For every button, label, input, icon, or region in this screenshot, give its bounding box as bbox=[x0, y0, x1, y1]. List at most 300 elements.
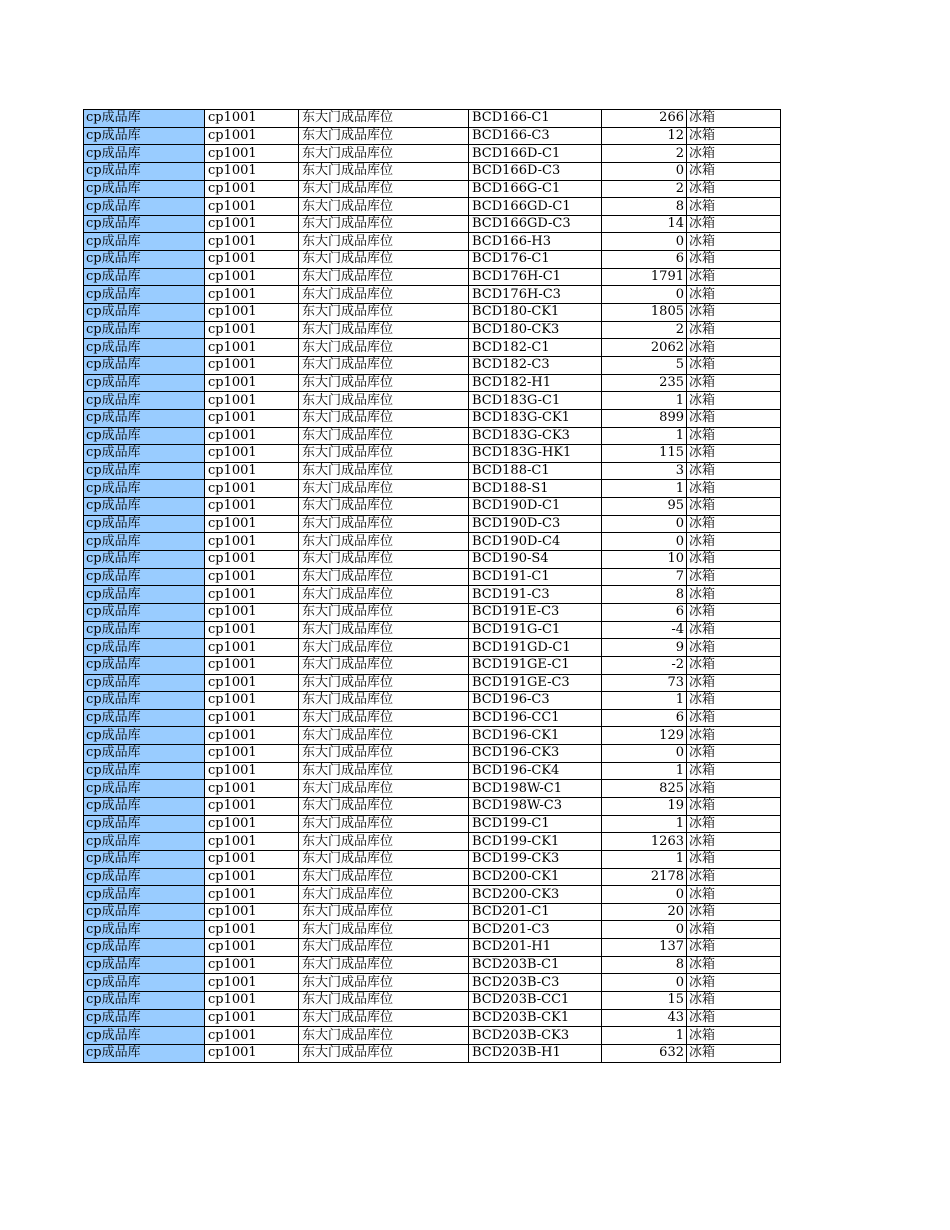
warehouse-cell[interactable]: cp成品库 bbox=[84, 180, 205, 198]
category-cell[interactable]: 冰箱 bbox=[687, 304, 781, 322]
category-cell[interactable]: 冰箱 bbox=[687, 127, 781, 145]
model-cell[interactable]: BCD180-CK1 bbox=[469, 304, 602, 322]
warehouse-cell[interactable]: cp成品库 bbox=[84, 145, 205, 163]
quantity-cell[interactable]: 95 bbox=[602, 498, 687, 516]
code-cell[interactable]: cp1001 bbox=[205, 1009, 299, 1027]
code-cell[interactable]: cp1001 bbox=[205, 797, 299, 815]
code-cell[interactable]: cp1001 bbox=[205, 603, 299, 621]
category-cell[interactable]: 冰箱 bbox=[687, 621, 781, 639]
model-cell[interactable]: BCD191GE-C1 bbox=[469, 656, 602, 674]
warehouse-cell[interactable]: cp成品库 bbox=[84, 1044, 205, 1062]
location-cell[interactable]: 东大门成品库位 bbox=[299, 886, 469, 904]
location-cell[interactable]: 东大门成品库位 bbox=[299, 921, 469, 939]
location-cell[interactable]: 东大门成品库位 bbox=[299, 374, 469, 392]
model-cell[interactable]: BCD176-C1 bbox=[469, 251, 602, 269]
location-cell[interactable]: 东大门成品库位 bbox=[299, 850, 469, 868]
category-cell[interactable]: 冰箱 bbox=[687, 833, 781, 851]
model-cell[interactable]: BCD188-S1 bbox=[469, 480, 602, 498]
quantity-cell[interactable]: 1 bbox=[602, 392, 687, 410]
model-cell[interactable]: BCD203B-CC1 bbox=[469, 992, 602, 1010]
code-cell[interactable]: cp1001 bbox=[205, 674, 299, 692]
category-cell[interactable]: 冰箱 bbox=[687, 674, 781, 692]
quantity-cell[interactable]: 2062 bbox=[602, 339, 687, 357]
quantity-cell[interactable]: 8 bbox=[602, 956, 687, 974]
code-cell[interactable]: cp1001 bbox=[205, 586, 299, 604]
warehouse-cell[interactable]: cp成品库 bbox=[84, 374, 205, 392]
model-cell[interactable]: BCD199-CK3 bbox=[469, 850, 602, 868]
quantity-cell[interactable]: 1263 bbox=[602, 833, 687, 851]
location-cell[interactable]: 东大门成品库位 bbox=[299, 304, 469, 322]
category-cell[interactable]: 冰箱 bbox=[687, 321, 781, 339]
warehouse-cell[interactable]: cp成品库 bbox=[84, 586, 205, 604]
code-cell[interactable]: cp1001 bbox=[205, 656, 299, 674]
warehouse-cell[interactable]: cp成品库 bbox=[84, 1027, 205, 1045]
code-cell[interactable]: cp1001 bbox=[205, 1044, 299, 1062]
model-cell[interactable]: BCD166G-C1 bbox=[469, 180, 602, 198]
quantity-cell[interactable]: 73 bbox=[602, 674, 687, 692]
category-cell[interactable]: 冰箱 bbox=[687, 568, 781, 586]
location-cell[interactable]: 东大门成品库位 bbox=[299, 409, 469, 427]
quantity-cell[interactable]: 1 bbox=[602, 480, 687, 498]
location-cell[interactable]: 东大门成品库位 bbox=[299, 356, 469, 374]
location-cell[interactable]: 东大门成品库位 bbox=[299, 145, 469, 163]
warehouse-cell[interactable]: cp成品库 bbox=[84, 321, 205, 339]
warehouse-cell[interactable]: cp成品库 bbox=[84, 921, 205, 939]
warehouse-cell[interactable]: cp成品库 bbox=[84, 621, 205, 639]
warehouse-cell[interactable]: cp成品库 bbox=[84, 162, 205, 180]
quantity-cell[interactable]: 1 bbox=[602, 850, 687, 868]
location-cell[interactable]: 东大门成品库位 bbox=[299, 815, 469, 833]
category-cell[interactable]: 冰箱 bbox=[687, 780, 781, 798]
model-cell[interactable]: BCD203B-CK3 bbox=[469, 1027, 602, 1045]
warehouse-cell[interactable]: cp成品库 bbox=[84, 409, 205, 427]
model-cell[interactable]: BCD190D-C4 bbox=[469, 533, 602, 551]
quantity-cell[interactable]: 0 bbox=[602, 974, 687, 992]
code-cell[interactable]: cp1001 bbox=[205, 992, 299, 1010]
quantity-cell[interactable]: 8 bbox=[602, 198, 687, 216]
code-cell[interactable]: cp1001 bbox=[205, 709, 299, 727]
model-cell[interactable]: BCD196-C3 bbox=[469, 692, 602, 710]
category-cell[interactable]: 冰箱 bbox=[687, 639, 781, 657]
code-cell[interactable]: cp1001 bbox=[205, 515, 299, 533]
category-cell[interactable]: 冰箱 bbox=[687, 427, 781, 445]
warehouse-cell[interactable]: cp成品库 bbox=[84, 251, 205, 269]
model-cell[interactable]: BCD182-C3 bbox=[469, 356, 602, 374]
category-cell[interactable]: 冰箱 bbox=[687, 886, 781, 904]
location-cell[interactable]: 东大门成品库位 bbox=[299, 762, 469, 780]
model-cell[interactable]: BCD166GD-C1 bbox=[469, 198, 602, 216]
warehouse-cell[interactable]: cp成品库 bbox=[84, 639, 205, 657]
location-cell[interactable]: 东大门成品库位 bbox=[299, 621, 469, 639]
location-cell[interactable]: 东大门成品库位 bbox=[299, 586, 469, 604]
location-cell[interactable]: 东大门成品库位 bbox=[299, 480, 469, 498]
code-cell[interactable]: cp1001 bbox=[205, 815, 299, 833]
category-cell[interactable]: 冰箱 bbox=[687, 797, 781, 815]
code-cell[interactable]: cp1001 bbox=[205, 921, 299, 939]
warehouse-cell[interactable]: cp成品库 bbox=[84, 339, 205, 357]
warehouse-cell[interactable]: cp成品库 bbox=[84, 427, 205, 445]
warehouse-cell[interactable]: cp成品库 bbox=[84, 815, 205, 833]
warehouse-cell[interactable]: cp成品库 bbox=[84, 304, 205, 322]
location-cell[interactable]: 东大门成品库位 bbox=[299, 286, 469, 304]
code-cell[interactable]: cp1001 bbox=[205, 621, 299, 639]
location-cell[interactable]: 东大门成品库位 bbox=[299, 427, 469, 445]
category-cell[interactable]: 冰箱 bbox=[687, 480, 781, 498]
warehouse-cell[interactable]: cp成品库 bbox=[84, 198, 205, 216]
location-cell[interactable]: 东大门成品库位 bbox=[299, 992, 469, 1010]
quantity-cell[interactable]: 1791 bbox=[602, 268, 687, 286]
category-cell[interactable]: 冰箱 bbox=[687, 815, 781, 833]
category-cell[interactable]: 冰箱 bbox=[687, 992, 781, 1010]
warehouse-cell[interactable]: cp成品库 bbox=[84, 709, 205, 727]
quantity-cell[interactable]: 14 bbox=[602, 215, 687, 233]
model-cell[interactable]: BCD198W-C3 bbox=[469, 797, 602, 815]
location-cell[interactable]: 东大门成品库位 bbox=[299, 745, 469, 763]
location-cell[interactable]: 东大门成品库位 bbox=[299, 533, 469, 551]
location-cell[interactable]: 东大门成品库位 bbox=[299, 709, 469, 727]
model-cell[interactable]: BCD182-H1 bbox=[469, 374, 602, 392]
quantity-cell[interactable]: 9 bbox=[602, 639, 687, 657]
location-cell[interactable]: 东大门成品库位 bbox=[299, 339, 469, 357]
warehouse-cell[interactable]: cp成品库 bbox=[84, 1009, 205, 1027]
code-cell[interactable]: cp1001 bbox=[205, 321, 299, 339]
model-cell[interactable]: BCD176H-C3 bbox=[469, 286, 602, 304]
category-cell[interactable]: 冰箱 bbox=[687, 498, 781, 516]
quantity-cell[interactable]: 129 bbox=[602, 727, 687, 745]
code-cell[interactable]: cp1001 bbox=[205, 533, 299, 551]
code-cell[interactable]: cp1001 bbox=[205, 462, 299, 480]
model-cell[interactable]: BCD190-S4 bbox=[469, 551, 602, 569]
category-cell[interactable]: 冰箱 bbox=[687, 709, 781, 727]
location-cell[interactable]: 东大门成品库位 bbox=[299, 1044, 469, 1062]
warehouse-cell[interactable]: cp成品库 bbox=[84, 992, 205, 1010]
quantity-cell[interactable]: 266 bbox=[602, 110, 687, 128]
category-cell[interactable]: 冰箱 bbox=[687, 198, 781, 216]
category-cell[interactable]: 冰箱 bbox=[687, 903, 781, 921]
code-cell[interactable]: cp1001 bbox=[205, 445, 299, 463]
location-cell[interactable]: 东大门成品库位 bbox=[299, 233, 469, 251]
model-cell[interactable]: BCD203B-CK1 bbox=[469, 1009, 602, 1027]
category-cell[interactable]: 冰箱 bbox=[687, 745, 781, 763]
quantity-cell[interactable]: 1 bbox=[602, 762, 687, 780]
warehouse-cell[interactable]: cp成品库 bbox=[84, 551, 205, 569]
code-cell[interactable]: cp1001 bbox=[205, 727, 299, 745]
location-cell[interactable]: 东大门成品库位 bbox=[299, 833, 469, 851]
category-cell[interactable]: 冰箱 bbox=[687, 515, 781, 533]
model-cell[interactable]: BCD203B-C1 bbox=[469, 956, 602, 974]
model-cell[interactable]: BCD203B-H1 bbox=[469, 1044, 602, 1062]
location-cell[interactable]: 东大门成品库位 bbox=[299, 727, 469, 745]
location-cell[interactable]: 东大门成品库位 bbox=[299, 780, 469, 798]
model-cell[interactable]: BCD182-C1 bbox=[469, 339, 602, 357]
warehouse-cell[interactable]: cp成品库 bbox=[84, 833, 205, 851]
warehouse-cell[interactable]: cp成品库 bbox=[84, 850, 205, 868]
quantity-cell[interactable]: 2 bbox=[602, 180, 687, 198]
location-cell[interactable]: 东大门成品库位 bbox=[299, 956, 469, 974]
category-cell[interactable]: 冰箱 bbox=[687, 762, 781, 780]
quantity-cell[interactable]: 825 bbox=[602, 780, 687, 798]
model-cell[interactable]: BCD183G-CK1 bbox=[469, 409, 602, 427]
model-cell[interactable]: BCD200-CK3 bbox=[469, 886, 602, 904]
warehouse-cell[interactable]: cp成品库 bbox=[84, 745, 205, 763]
location-cell[interactable]: 东大门成品库位 bbox=[299, 939, 469, 957]
model-cell[interactable]: BCD191GD-C1 bbox=[469, 639, 602, 657]
category-cell[interactable]: 冰箱 bbox=[687, 850, 781, 868]
location-cell[interactable]: 东大门成品库位 bbox=[299, 974, 469, 992]
location-cell[interactable]: 东大门成品库位 bbox=[299, 674, 469, 692]
model-cell[interactable]: BCD190D-C3 bbox=[469, 515, 602, 533]
warehouse-cell[interactable]: cp成品库 bbox=[84, 445, 205, 463]
code-cell[interactable]: cp1001 bbox=[205, 886, 299, 904]
location-cell[interactable]: 东大门成品库位 bbox=[299, 797, 469, 815]
location-cell[interactable]: 东大门成品库位 bbox=[299, 656, 469, 674]
model-cell[interactable]: BCD191E-C3 bbox=[469, 603, 602, 621]
warehouse-cell[interactable]: cp成品库 bbox=[84, 498, 205, 516]
quantity-cell[interactable]: 2 bbox=[602, 145, 687, 163]
quantity-cell[interactable]: 1 bbox=[602, 1027, 687, 1045]
code-cell[interactable]: cp1001 bbox=[205, 551, 299, 569]
warehouse-cell[interactable]: cp成品库 bbox=[84, 674, 205, 692]
quantity-cell[interactable]: 2178 bbox=[602, 868, 687, 886]
code-cell[interactable]: cp1001 bbox=[205, 833, 299, 851]
warehouse-cell[interactable]: cp成品库 bbox=[84, 233, 205, 251]
code-cell[interactable]: cp1001 bbox=[205, 498, 299, 516]
warehouse-cell[interactable]: cp成品库 bbox=[84, 956, 205, 974]
quantity-cell[interactable]: 1805 bbox=[602, 304, 687, 322]
model-cell[interactable]: BCD188-C1 bbox=[469, 462, 602, 480]
code-cell[interactable]: cp1001 bbox=[205, 162, 299, 180]
location-cell[interactable]: 东大门成品库位 bbox=[299, 321, 469, 339]
warehouse-cell[interactable]: cp成品库 bbox=[84, 480, 205, 498]
code-cell[interactable]: cp1001 bbox=[205, 304, 299, 322]
model-cell[interactable]: BCD166-C3 bbox=[469, 127, 602, 145]
quantity-cell[interactable]: 6 bbox=[602, 603, 687, 621]
location-cell[interactable]: 东大门成品库位 bbox=[299, 868, 469, 886]
warehouse-cell[interactable]: cp成品库 bbox=[84, 603, 205, 621]
code-cell[interactable]: cp1001 bbox=[205, 233, 299, 251]
code-cell[interactable]: cp1001 bbox=[205, 745, 299, 763]
category-cell[interactable]: 冰箱 bbox=[687, 268, 781, 286]
model-cell[interactable]: BCD166-H3 bbox=[469, 233, 602, 251]
warehouse-cell[interactable]: cp成品库 bbox=[84, 462, 205, 480]
category-cell[interactable]: 冰箱 bbox=[687, 445, 781, 463]
model-cell[interactable]: BCD196-CK3 bbox=[469, 745, 602, 763]
location-cell[interactable]: 东大门成品库位 bbox=[299, 692, 469, 710]
category-cell[interactable]: 冰箱 bbox=[687, 145, 781, 163]
quantity-cell[interactable]: 15 bbox=[602, 992, 687, 1010]
category-cell[interactable]: 冰箱 bbox=[687, 1027, 781, 1045]
quantity-cell[interactable]: 1 bbox=[602, 815, 687, 833]
quantity-cell[interactable]: 1 bbox=[602, 692, 687, 710]
quantity-cell[interactable]: 12 bbox=[602, 127, 687, 145]
category-cell[interactable]: 冰箱 bbox=[687, 233, 781, 251]
location-cell[interactable]: 东大门成品库位 bbox=[299, 251, 469, 269]
quantity-cell[interactable]: 0 bbox=[602, 745, 687, 763]
code-cell[interactable]: cp1001 bbox=[205, 110, 299, 128]
model-cell[interactable]: BCD180-CK3 bbox=[469, 321, 602, 339]
warehouse-cell[interactable]: cp成品库 bbox=[84, 286, 205, 304]
code-cell[interactable]: cp1001 bbox=[205, 780, 299, 798]
category-cell[interactable]: 冰箱 bbox=[687, 462, 781, 480]
code-cell[interactable]: cp1001 bbox=[205, 251, 299, 269]
model-cell[interactable]: BCD166-C1 bbox=[469, 110, 602, 128]
model-cell[interactable]: BCD166D-C1 bbox=[469, 145, 602, 163]
warehouse-cell[interactable]: cp成品库 bbox=[84, 797, 205, 815]
quantity-cell[interactable]: 0 bbox=[602, 233, 687, 251]
code-cell[interactable]: cp1001 bbox=[205, 339, 299, 357]
location-cell[interactable]: 东大门成品库位 bbox=[299, 1027, 469, 1045]
warehouse-cell[interactable]: cp成品库 bbox=[84, 656, 205, 674]
warehouse-cell[interactable]: cp成品库 bbox=[84, 533, 205, 551]
category-cell[interactable]: 冰箱 bbox=[687, 409, 781, 427]
quantity-cell[interactable]: 7 bbox=[602, 568, 687, 586]
category-cell[interactable]: 冰箱 bbox=[687, 162, 781, 180]
model-cell[interactable]: BCD191GE-C3 bbox=[469, 674, 602, 692]
warehouse-cell[interactable]: cp成品库 bbox=[84, 356, 205, 374]
code-cell[interactable]: cp1001 bbox=[205, 215, 299, 233]
location-cell[interactable]: 东大门成品库位 bbox=[299, 498, 469, 516]
code-cell[interactable]: cp1001 bbox=[205, 956, 299, 974]
warehouse-cell[interactable]: cp成品库 bbox=[84, 903, 205, 921]
category-cell[interactable]: 冰箱 bbox=[687, 603, 781, 621]
code-cell[interactable]: cp1001 bbox=[205, 692, 299, 710]
warehouse-cell[interactable]: cp成品库 bbox=[84, 215, 205, 233]
category-cell[interactable]: 冰箱 bbox=[687, 586, 781, 604]
quantity-cell[interactable]: 899 bbox=[602, 409, 687, 427]
category-cell[interactable]: 冰箱 bbox=[687, 551, 781, 569]
quantity-cell[interactable]: 3 bbox=[602, 462, 687, 480]
category-cell[interactable]: 冰箱 bbox=[687, 656, 781, 674]
code-cell[interactable]: cp1001 bbox=[205, 374, 299, 392]
code-cell[interactable]: cp1001 bbox=[205, 1027, 299, 1045]
warehouse-cell[interactable]: cp成品库 bbox=[84, 268, 205, 286]
warehouse-cell[interactable]: cp成品库 bbox=[84, 515, 205, 533]
model-cell[interactable]: BCD166GD-C3 bbox=[469, 215, 602, 233]
quantity-cell[interactable]: 2 bbox=[602, 321, 687, 339]
location-cell[interactable]: 东大门成品库位 bbox=[299, 639, 469, 657]
code-cell[interactable]: cp1001 bbox=[205, 939, 299, 957]
location-cell[interactable]: 东大门成品库位 bbox=[299, 603, 469, 621]
quantity-cell[interactable]: 0 bbox=[602, 162, 687, 180]
quantity-cell[interactable]: 0 bbox=[602, 921, 687, 939]
quantity-cell[interactable]: 0 bbox=[602, 515, 687, 533]
location-cell[interactable]: 东大门成品库位 bbox=[299, 515, 469, 533]
code-cell[interactable]: cp1001 bbox=[205, 286, 299, 304]
category-cell[interactable]: 冰箱 bbox=[687, 251, 781, 269]
quantity-cell[interactable]: 20 bbox=[602, 903, 687, 921]
warehouse-cell[interactable]: cp成品库 bbox=[84, 692, 205, 710]
category-cell[interactable]: 冰箱 bbox=[687, 1044, 781, 1062]
quantity-cell[interactable]: 0 bbox=[602, 886, 687, 904]
model-cell[interactable]: BCD203B-C3 bbox=[469, 974, 602, 992]
warehouse-cell[interactable]: cp成品库 bbox=[84, 868, 205, 886]
location-cell[interactable]: 东大门成品库位 bbox=[299, 551, 469, 569]
model-cell[interactable]: BCD199-C1 bbox=[469, 815, 602, 833]
quantity-cell[interactable]: 6 bbox=[602, 251, 687, 269]
quantity-cell[interactable]: 6 bbox=[602, 709, 687, 727]
warehouse-cell[interactable]: cp成品库 bbox=[84, 727, 205, 745]
code-cell[interactable]: cp1001 bbox=[205, 762, 299, 780]
model-cell[interactable]: BCD183G-CK3 bbox=[469, 427, 602, 445]
category-cell[interactable]: 冰箱 bbox=[687, 974, 781, 992]
model-cell[interactable]: BCD176H-C1 bbox=[469, 268, 602, 286]
warehouse-cell[interactable]: cp成品库 bbox=[84, 110, 205, 128]
location-cell[interactable]: 东大门成品库位 bbox=[299, 903, 469, 921]
location-cell[interactable]: 东大门成品库位 bbox=[299, 268, 469, 286]
location-cell[interactable]: 东大门成品库位 bbox=[299, 392, 469, 410]
warehouse-cell[interactable]: cp成品库 bbox=[84, 939, 205, 957]
code-cell[interactable]: cp1001 bbox=[205, 903, 299, 921]
code-cell[interactable]: cp1001 bbox=[205, 356, 299, 374]
quantity-cell[interactable]: -2 bbox=[602, 656, 687, 674]
code-cell[interactable]: cp1001 bbox=[205, 568, 299, 586]
model-cell[interactable]: BCD190D-C1 bbox=[469, 498, 602, 516]
location-cell[interactable]: 东大门成品库位 bbox=[299, 445, 469, 463]
quantity-cell[interactable]: 0 bbox=[602, 286, 687, 304]
model-cell[interactable]: BCD198W-C1 bbox=[469, 780, 602, 798]
quantity-cell[interactable]: 5 bbox=[602, 356, 687, 374]
warehouse-cell[interactable]: cp成品库 bbox=[84, 127, 205, 145]
model-cell[interactable]: BCD191-C3 bbox=[469, 586, 602, 604]
code-cell[interactable]: cp1001 bbox=[205, 639, 299, 657]
model-cell[interactable]: BCD201-H1 bbox=[469, 939, 602, 957]
location-cell[interactable]: 东大门成品库位 bbox=[299, 215, 469, 233]
code-cell[interactable]: cp1001 bbox=[205, 392, 299, 410]
location-cell[interactable]: 东大门成品库位 bbox=[299, 462, 469, 480]
category-cell[interactable]: 冰箱 bbox=[687, 533, 781, 551]
location-cell[interactable]: 东大门成品库位 bbox=[299, 180, 469, 198]
category-cell[interactable]: 冰箱 bbox=[687, 921, 781, 939]
quantity-cell[interactable]: -4 bbox=[602, 621, 687, 639]
category-cell[interactable]: 冰箱 bbox=[687, 392, 781, 410]
category-cell[interactable]: 冰箱 bbox=[687, 868, 781, 886]
category-cell[interactable]: 冰箱 bbox=[687, 374, 781, 392]
quantity-cell[interactable]: 10 bbox=[602, 551, 687, 569]
model-cell[interactable]: BCD196-CK4 bbox=[469, 762, 602, 780]
quantity-cell[interactable]: 8 bbox=[602, 586, 687, 604]
code-cell[interactable]: cp1001 bbox=[205, 180, 299, 198]
category-cell[interactable]: 冰箱 bbox=[687, 692, 781, 710]
location-cell[interactable]: 东大门成品库位 bbox=[299, 162, 469, 180]
warehouse-cell[interactable]: cp成品库 bbox=[84, 886, 205, 904]
category-cell[interactable]: 冰箱 bbox=[687, 339, 781, 357]
quantity-cell[interactable]: 632 bbox=[602, 1044, 687, 1062]
code-cell[interactable]: cp1001 bbox=[205, 974, 299, 992]
location-cell[interactable]: 东大门成品库位 bbox=[299, 110, 469, 128]
quantity-cell[interactable]: 19 bbox=[602, 797, 687, 815]
model-cell[interactable]: BCD196-CC1 bbox=[469, 709, 602, 727]
warehouse-cell[interactable]: cp成品库 bbox=[84, 974, 205, 992]
code-cell[interactable]: cp1001 bbox=[205, 198, 299, 216]
warehouse-cell[interactable]: cp成品库 bbox=[84, 568, 205, 586]
code-cell[interactable]: cp1001 bbox=[205, 868, 299, 886]
category-cell[interactable]: 冰箱 bbox=[687, 215, 781, 233]
model-cell[interactable]: BCD196-CK1 bbox=[469, 727, 602, 745]
category-cell[interactable]: 冰箱 bbox=[687, 939, 781, 957]
category-cell[interactable]: 冰箱 bbox=[687, 1009, 781, 1027]
location-cell[interactable]: 东大门成品库位 bbox=[299, 198, 469, 216]
model-cell[interactable]: BCD200-CK1 bbox=[469, 868, 602, 886]
category-cell[interactable]: 冰箱 bbox=[687, 286, 781, 304]
code-cell[interactable]: cp1001 bbox=[205, 427, 299, 445]
model-cell[interactable]: BCD191-C1 bbox=[469, 568, 602, 586]
category-cell[interactable]: 冰箱 bbox=[687, 727, 781, 745]
warehouse-cell[interactable]: cp成品库 bbox=[84, 762, 205, 780]
warehouse-cell[interactable]: cp成品库 bbox=[84, 780, 205, 798]
category-cell[interactable]: 冰箱 bbox=[687, 356, 781, 374]
code-cell[interactable]: cp1001 bbox=[205, 127, 299, 145]
category-cell[interactable]: 冰箱 bbox=[687, 110, 781, 128]
